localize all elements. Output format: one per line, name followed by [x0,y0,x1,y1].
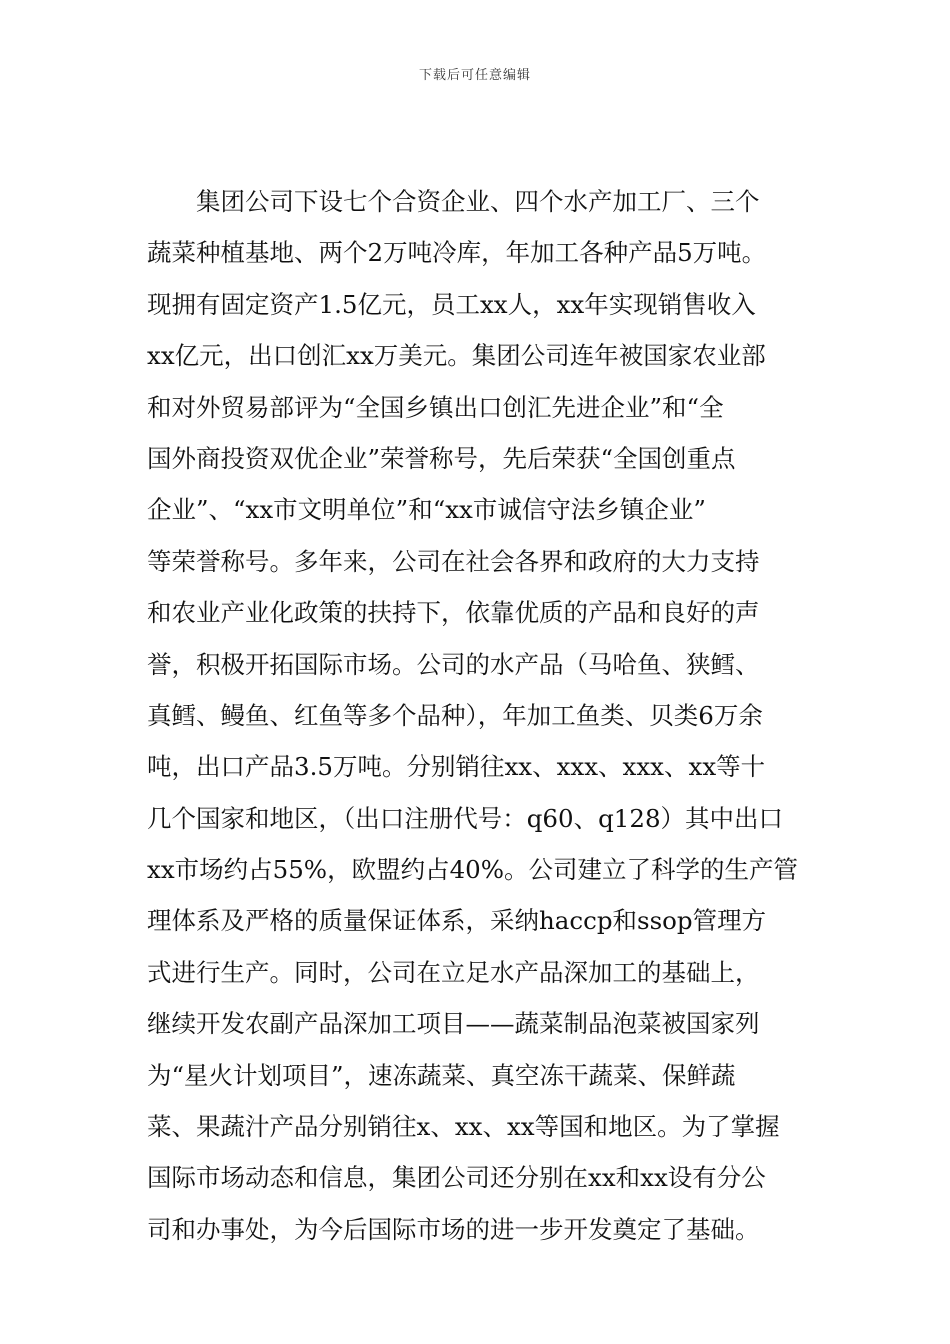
paragraph-line: 和农业产业化政策的扶持下，依靠优质的产品和良好的声 [147,598,760,628]
paragraph-line: 国际市场动态和信息，集团公司还分别在xx和xx设有分公 [147,1163,766,1193]
paragraph-line: 集团公司下设七个合资企业、四个水产加工厂、三个 [196,187,760,216]
paragraph-line: 菜、果蔬汁产品分别销往x、xx、xx等国和地区。为了掌握 [147,1112,780,1142]
paragraph-line: 现拥有固定资产1.5亿元，员工xx人，xx年实现销售收入 [147,289,756,319]
paragraph-line: 司和办事处，为今后国际市场的进一步开发奠定了基础。 [147,1214,760,1244]
body-paragraph [147,176,807,1255]
paragraph-line: 誉，积极开拓国际市场。公司的水产品（马哈鱼、狭鳕、 [147,649,760,679]
paragraph-line: 吨，出口产品3.5万吨。分别销往xx、xxx、xxx、xx等十 [147,752,766,782]
paragraph-line: 理体系及严格的质量保证体系，采纳haccp和ssop管理方 [147,906,767,936]
paragraph-line: 继续开发农副产品深加工项目——蔬菜制品泡菜被国家列 [147,1009,760,1039]
paragraph-line: 等荣誉称号。多年来，公司在社会各界和政府的大力支持 [147,546,760,576]
paragraph-line: 式进行生产。同时，公司在立足水产品深加工的基础上， [147,957,760,987]
paragraph-line: 国外商投资双优企业”荣誉称号，先后荣获“全国创重点 [147,443,736,473]
paragraph-line: 蔬菜种植基地、两个2万吨冷库，年加工各种产品5万吨。 [147,238,767,268]
paragraph-line: xx亿元，出口创汇xx万美元。集团公司连年被国家农业部 [147,341,766,371]
paragraph-line: 真鳕、鳗鱼、红鱼等多个品种），年加工鱼类、贝类6万余 [147,700,763,730]
page-header: 下载后可任意编辑 [418,68,531,83]
paragraph-line: 几个国家和地区，（出口注册代号：q60、q128）其中出口 [147,803,784,833]
paragraph-line: 和对外贸易部评为“全国乡镇出口创汇先进企业”和“全 [147,392,724,422]
paragraph-line: 为“星火计划项目”，速冻蔬菜、真空冻干蔬菜、保鲜蔬 [147,1060,736,1090]
paragraph-line: xx市场约占55%，欧盟约占40%。公司建立了科学的生产管 [147,855,799,885]
paragraph-line: 企业”、“xx市文明单位”和“xx市诚信守法乡镇企业” [147,495,706,525]
